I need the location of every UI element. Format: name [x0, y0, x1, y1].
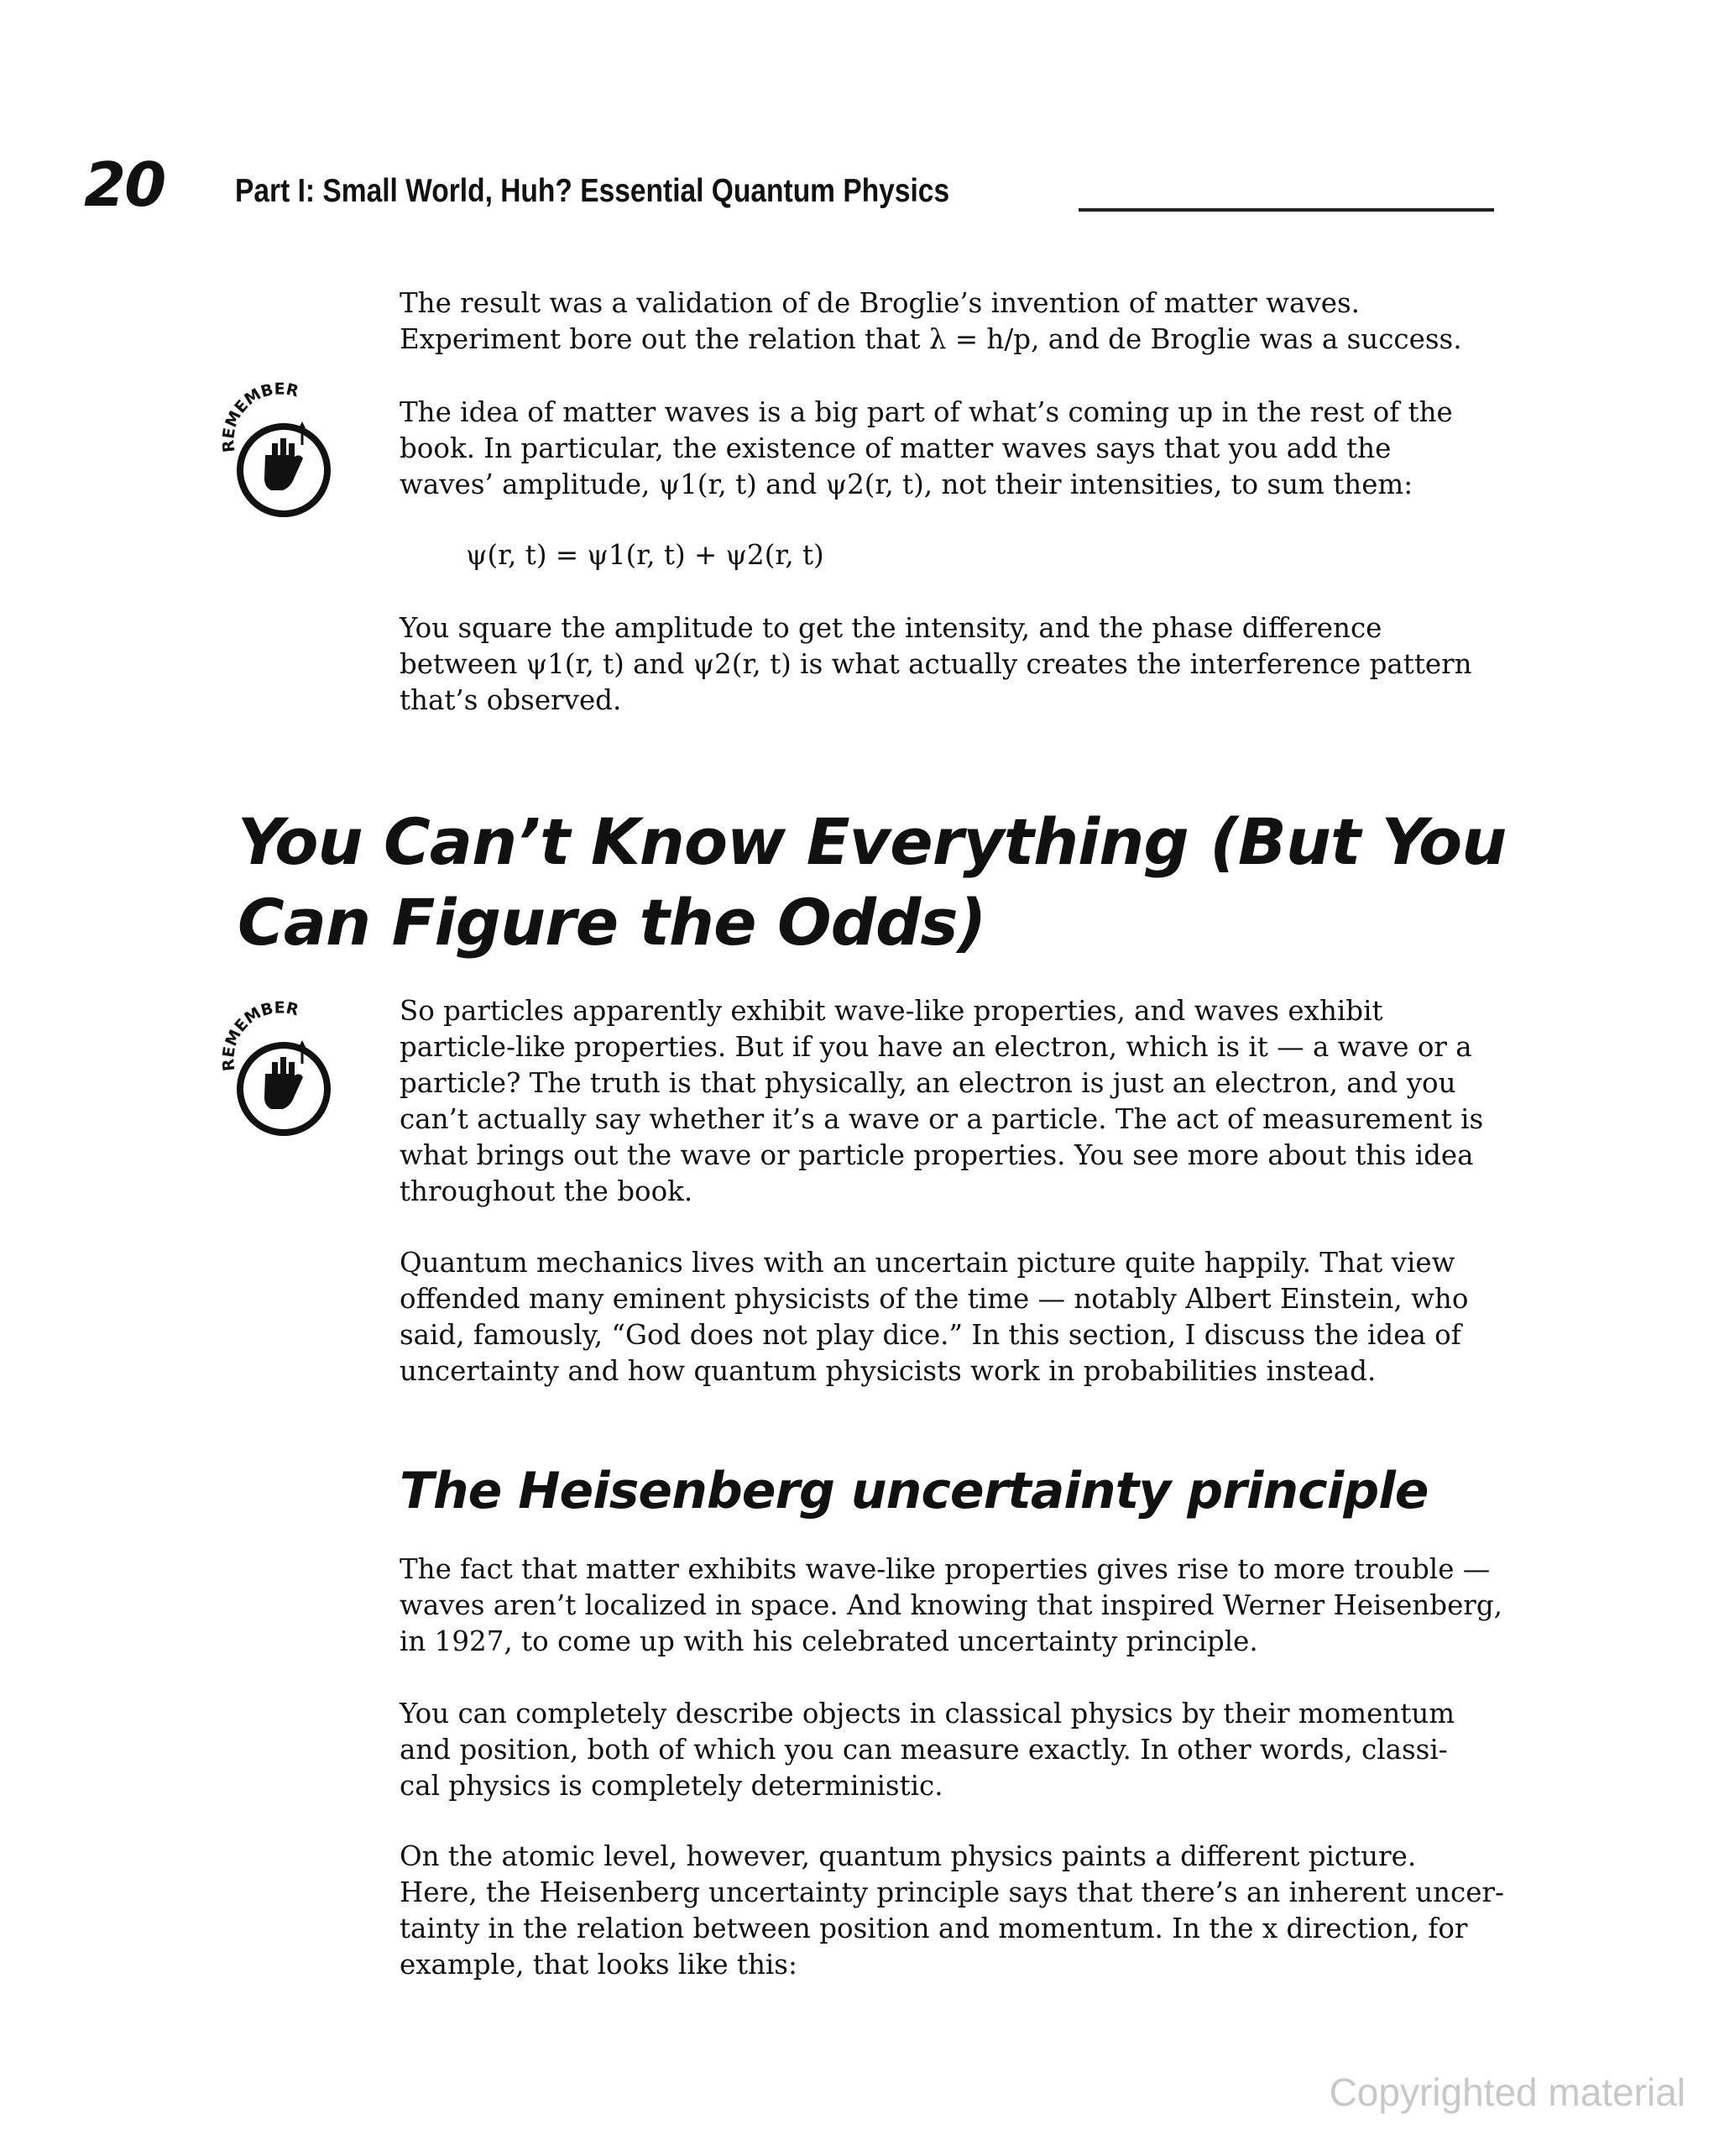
paragraph-3	[400, 610, 1499, 719]
text-line: throughout the book.	[400, 1175, 693, 1207]
header-rule	[1079, 208, 1494, 212]
equation: ψ(r, t) = ψ1(r, t) + ψ2(r, t)	[466, 539, 824, 571]
copyright-watermark: Copyrighted material	[1329, 2070, 1685, 2114]
page-number: 20	[84, 149, 165, 220]
paragraph-8	[400, 1839, 1505, 1983]
text-line: between ψ1(r, t) and ψ2(r, t) is what actually creates the interference pattern	[400, 648, 1472, 680]
text-line: book. In particular, the existence of matter waves says that you add the	[400, 432, 1392, 464]
paragraph-2	[400, 395, 1499, 503]
text-line: You can completely describe objects in classical physics by their momentum	[400, 1698, 1455, 1730]
text-line: cal physics is completely deterministic.	[400, 1770, 943, 1802]
text-line: uncertainty and how quantum physicists work in probabilities instead.	[400, 1355, 1377, 1387]
text-line: and position, both of which you can measure exactly. In other words, classi-	[400, 1734, 1448, 1766]
text-line: what brings out the wave or particle properties. You see more about this idea	[400, 1139, 1474, 1171]
text-line: particle? The truth is that physically, an electron is just an electron, and you	[400, 1067, 1456, 1099]
page-header	[84, 151, 1494, 218]
running-head: Part I: Small World, Huh? Essential Quantum Physics	[235, 173, 950, 209]
text-line: On the atomic level, however, quantum physics paints a different picture.	[400, 1840, 1417, 1872]
text-line: Here, the Heisenberg uncertainty principle says that there’s an inherent uncer-	[400, 1876, 1505, 1908]
subsection-title: The Heisenberg uncertainty principle	[400, 1462, 1429, 1520]
text-line: waves’ amplitude, ψ1(r, t) and ψ2(r, t), not their intensities, to sum them:	[400, 468, 1413, 500]
remember-icon	[210, 378, 353, 521]
paragraph-6	[400, 1552, 1502, 1660]
remember-icon	[210, 997, 353, 1139]
section-title	[238, 802, 1506, 963]
text-line: The result was a validation of de Broglie’s invention of matter waves.	[400, 287, 1360, 319]
text-line: So particles apparently exhibit wave-like properties, and waves exhibit	[400, 995, 1383, 1027]
text-line: said, famously, “God does not play dice.” In this section, I discuss the idea of	[400, 1319, 1461, 1351]
paragraph-5	[400, 1245, 1499, 1389]
text-line: The idea of matter waves is a big part of what’s coming up in the rest of the	[400, 396, 1453, 428]
section-title-line: You Can’t Know Everything (But You	[238, 804, 1507, 879]
text-line: example, that looks like this:	[400, 1949, 797, 1981]
section-title-line: Can Figure the Odds)	[238, 885, 986, 960]
paragraph-7	[400, 1696, 1499, 1804]
text-line: particle-like properties. But if you have an electron, which is it — a wave or a	[400, 1031, 1472, 1063]
text-line: that’s observed.	[400, 684, 622, 716]
paragraph-4	[400, 993, 1499, 1210]
text-line: tainty in the relation between position and momentum. In the x direction, for	[400, 1913, 1468, 1944]
text-line: Quantum mechanics lives with an uncertain picture quite happily. That view	[400, 1247, 1455, 1279]
text-line: The fact that matter exhibits wave-like properties gives rise to more trouble —	[400, 1553, 1491, 1585]
text-line: waves aren’t localized in space. And knowing that inspired Werner Heisenberg,	[400, 1589, 1502, 1621]
remember-label: REMEMBER	[219, 998, 300, 1072]
remember-label: REMEMBER	[219, 379, 300, 453]
text-line: offended many eminent physicists of the time — notably Albert Einstein, who	[400, 1283, 1469, 1315]
text-line: can’t actually say whether it’s a wave or a particle. The act of measurement is	[400, 1103, 1484, 1135]
paragraph-1	[400, 285, 1499, 358]
text-line: Experiment bore out the relation that λ = h/p, and de Broglie was a success.	[400, 323, 1462, 355]
text-line: You square the amplitude to get the intensity, and the phase difference	[400, 612, 1382, 644]
text-line: in 1927, to come up with his celebrated uncertainty principle.	[400, 1625, 1258, 1657]
